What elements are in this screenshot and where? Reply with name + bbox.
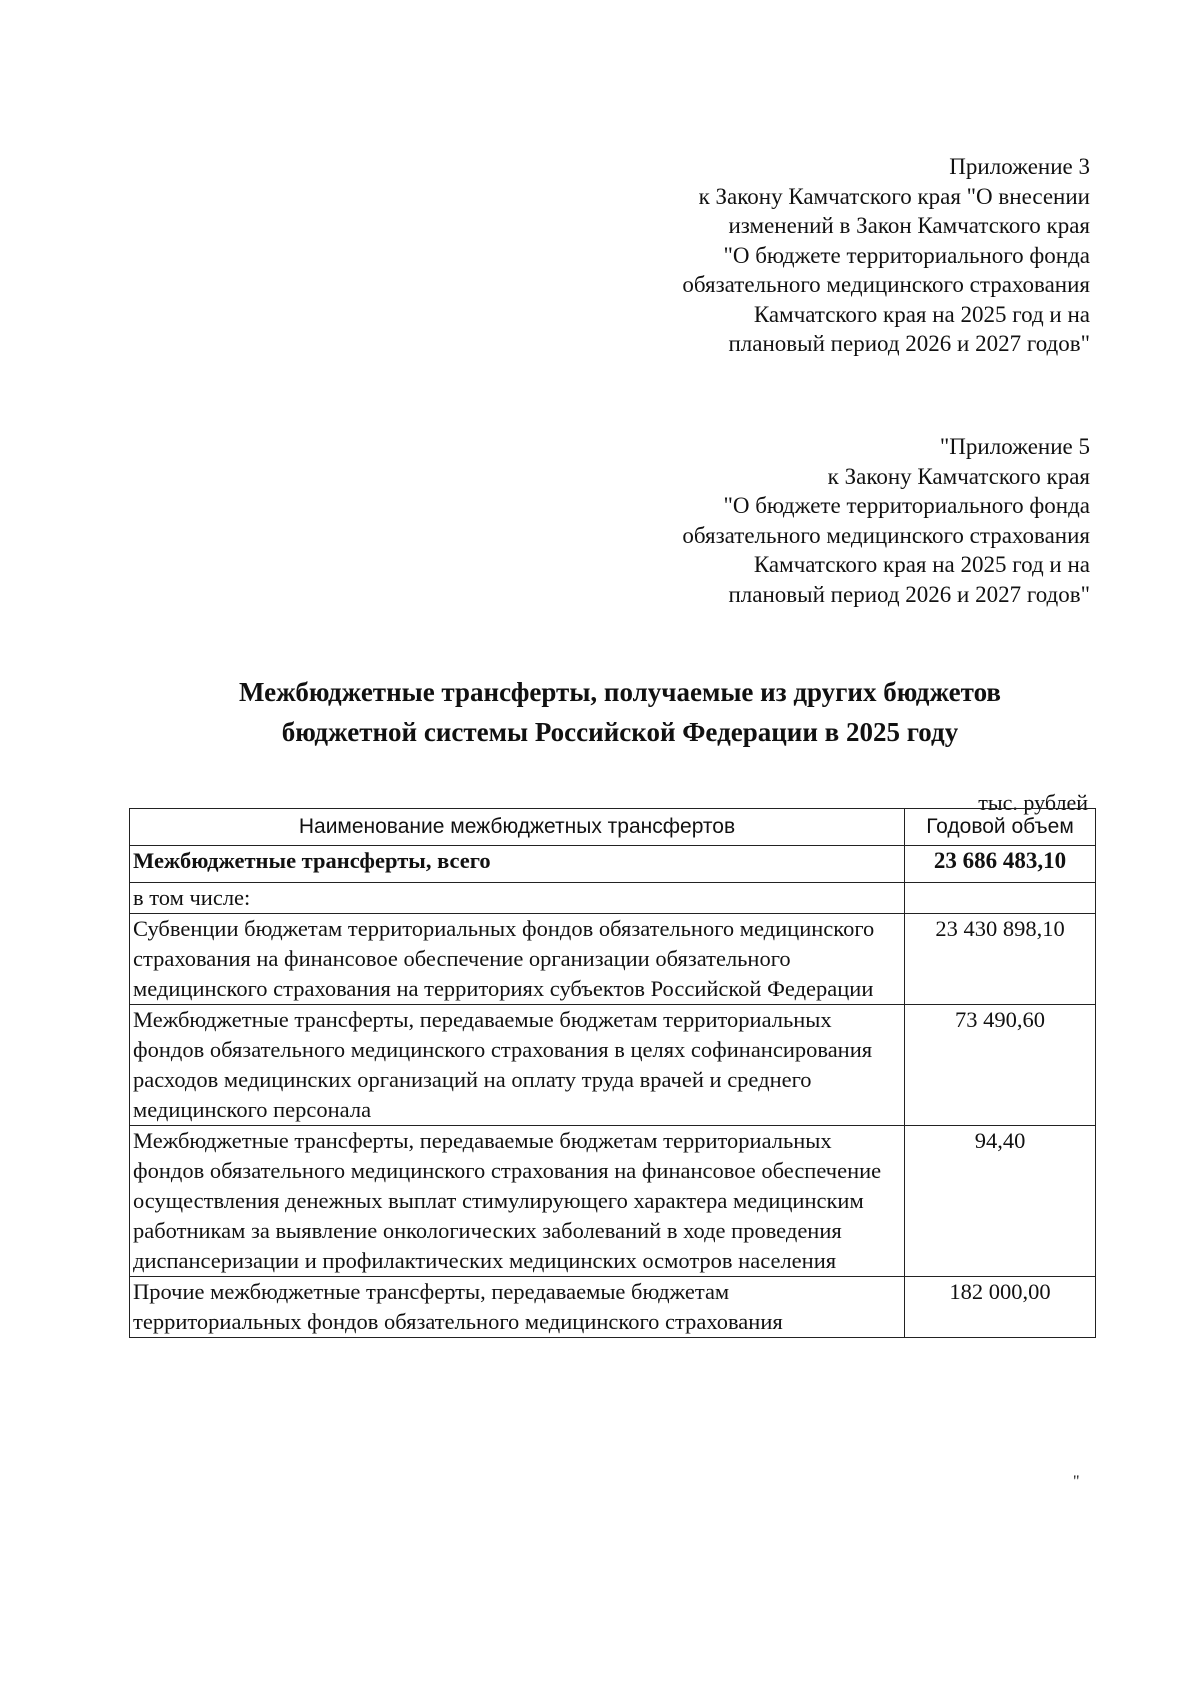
total-value-cell: 23 686 483,10 [905, 846, 1096, 883]
row-value-cell: 73 490,60 [905, 1005, 1096, 1126]
table-row [130, 1005, 1096, 1126]
appendix-5-line: плановый период 2026 и 2027 годов" [728, 581, 1090, 607]
document-title [0, 672, 1200, 752]
row-name-cell: Межбюджетные трансферты, передаваемые бюджетам территориальных фондов обязательного медицинского страхования на финансовое обеспечение осуществления денежных выплат стимулирующего характера медицинским работникам за выявление онкологических заболеваний в ходе проведения диспансеризации и профилактических медицинских осмотров населения [130, 1126, 905, 1277]
including-empty-cell [905, 883, 1096, 914]
appendix-3-line: плановый период 2026 и 2027 годов" [728, 331, 1090, 356]
transfers-table [129, 808, 1096, 1338]
row-name-cell: Прочие межбюджетные трансферты, передаваемые бюджетам территориальных фондов обязательного медицинского страхования [130, 1277, 905, 1338]
table-row [130, 1277, 1096, 1338]
appendix-3-line: обязательного медицинского страхования [682, 272, 1090, 297]
total-name-cell: Межбюджетные трансферты, всего [130, 846, 905, 883]
including-row [130, 883, 1096, 914]
closing-quote: " [1073, 1473, 1080, 1490]
table-header-row [130, 809, 1096, 846]
appendix-5-line: обязательного медицинского страхования [682, 522, 1090, 548]
units-label: тыс. рублей [978, 790, 1088, 815]
appendix-5-line: "Приложение 5 [939, 434, 1090, 459]
appendix-3-line: к Закону Камчатского края "О внесении [698, 183, 1090, 209]
header-name-cell: Наименование межбюджетных трансфертов [130, 809, 905, 846]
row-name-cell: Субвенции бюджетам территориальных фондов обязательного медицинского страхования на финансовое обеспечение организации обязательного медицинского страхования на территориях субъектов Российской Федерации [130, 914, 905, 1005]
title-line-1: Межбюджетные трансферты, получаемые из других бюджетов [239, 677, 1001, 707]
appendix-5-header [682, 432, 1090, 609]
appendix-3-line: Приложение 3 [949, 154, 1090, 179]
table-row [130, 1126, 1096, 1277]
row-value-cell: 23 430 898,10 [905, 914, 1096, 1005]
appendix-3-line: Камчатского края на 2025 год и на [753, 301, 1090, 327]
header-value-cell: Годовой объем [905, 809, 1096, 846]
row-value-cell: 94,40 [905, 1126, 1096, 1277]
appendix-3-line: изменений в Закон Камчатского края [728, 213, 1090, 238]
appendix-5-line: "О бюджете территориального фонда [723, 493, 1090, 518]
including-cell: в том числе: [130, 883, 905, 914]
title-line-2: бюджетной системы Российской Федерации в 2025 году [281, 717, 959, 747]
row-name-cell: Межбюджетные трансферты, передаваемые бюджетам территориальных фондов обязательного медицинского страхования в целях софинансирования расходов медицинских организаций на оплату труда врачей и среднего медицинского персонала [130, 1005, 905, 1126]
total-row [130, 846, 1096, 883]
appendix-5-line: к Закону Камчатского края [827, 463, 1090, 489]
row-value-cell: 182 000,00 [905, 1277, 1096, 1338]
appendix-3-line: "О бюджете территориального фонда [723, 242, 1090, 268]
appendix-3-header [682, 152, 1090, 359]
table-row [130, 914, 1096, 1005]
appendix-5-line: Камчатского края на 2025 год и на [753, 552, 1090, 577]
